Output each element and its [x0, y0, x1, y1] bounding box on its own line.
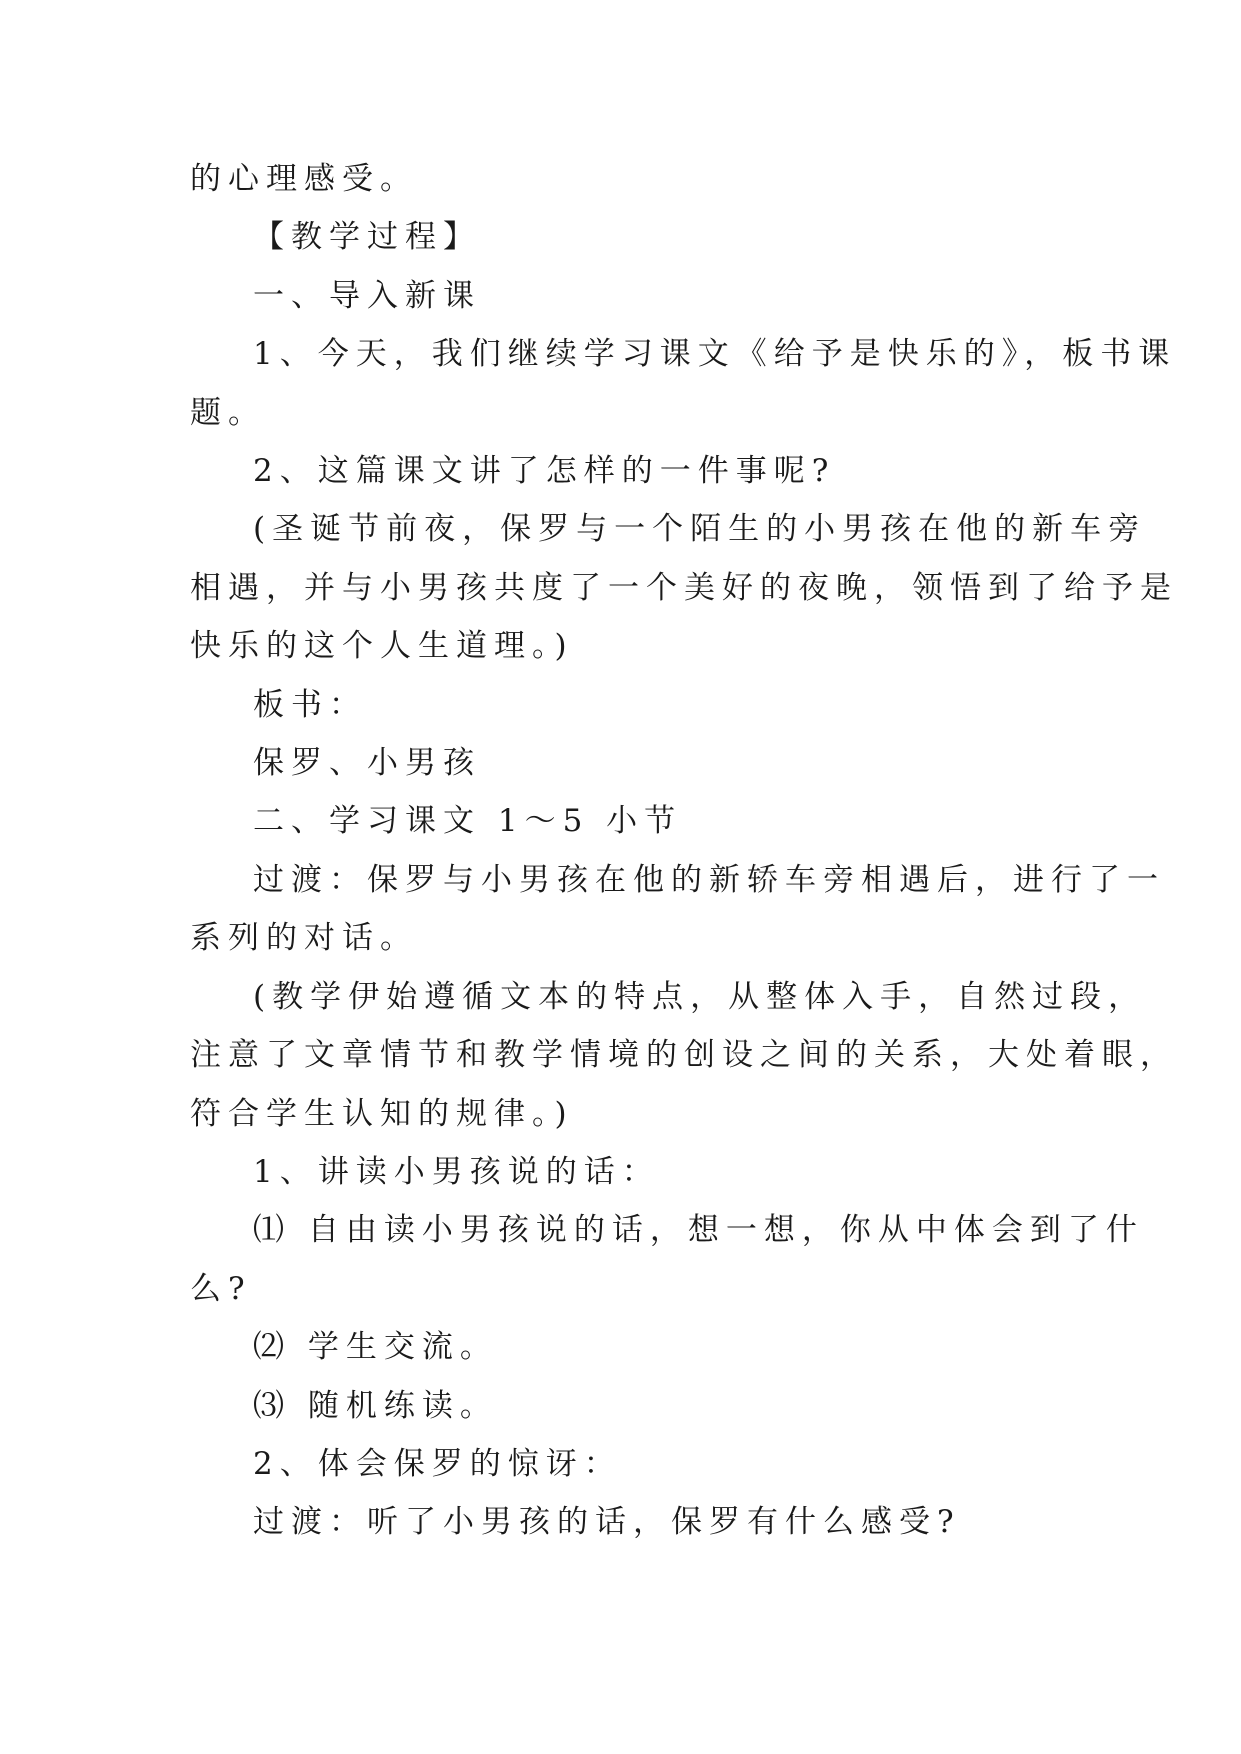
text-line: (教学伊始遵循文本的特点，从整体入手，自然过段， — [253, 978, 1147, 1015]
text-line: 1、讲读小男孩说的话： — [253, 1153, 660, 1190]
text-line: 过渡：保罗与小男孩在他的新轿车旁相遇后，进行了一 — [253, 861, 1165, 898]
section-heading-teaching-process: 【教学过程】 — [253, 219, 481, 256]
section-heading-lesson: 二、学习课文 1～5 小节 — [253, 803, 683, 840]
section-heading-intro: 一、导入新课 — [253, 277, 481, 314]
text-line: 的心理感受。 — [190, 161, 418, 197]
text-line: 系列的对话。 — [190, 920, 418, 957]
text-line: 过渡：听了小男孩的话，保罗有什么感受? — [253, 1504, 961, 1541]
text-line: 板书： — [253, 686, 367, 723]
document-body — [190, 150, 1178, 1552]
text-line: (圣诞节前夜，保罗与一个陌生的小男孩在他的新车旁 — [253, 511, 1147, 548]
text-line: 保罗、小男孩 — [253, 745, 481, 782]
text-line: ⑵ 学生交流。 — [253, 1329, 498, 1366]
text-line: 2、这篇课文讲了怎样的一件事呢? — [253, 453, 836, 490]
text-line: 么? — [190, 1270, 252, 1307]
text-line: 相遇，并与小男孩共度了一个美好的夜晚，领悟到了给予是 — [190, 569, 1178, 606]
text-line: 快乐的这个人生道理。) — [190, 628, 574, 665]
text-line: 注意了文章情节和教学情境的创设之间的关系，大处着眼， — [190, 1037, 1178, 1074]
text-line: 2、体会保罗的惊讶： — [253, 1445, 622, 1482]
text-line: 题。 — [190, 394, 266, 431]
text-line: 符合学生认知的规律。) — [190, 1095, 574, 1132]
text-line: ⑶ 随机练读。 — [253, 1387, 498, 1424]
text-line: 1、今天，我们继续学习课文《给予是快乐的》，板书课 — [253, 336, 1177, 373]
text-line: ⑴ 自由读小男孩说的话，想一想，你从中体会到了什 — [253, 1212, 1144, 1249]
